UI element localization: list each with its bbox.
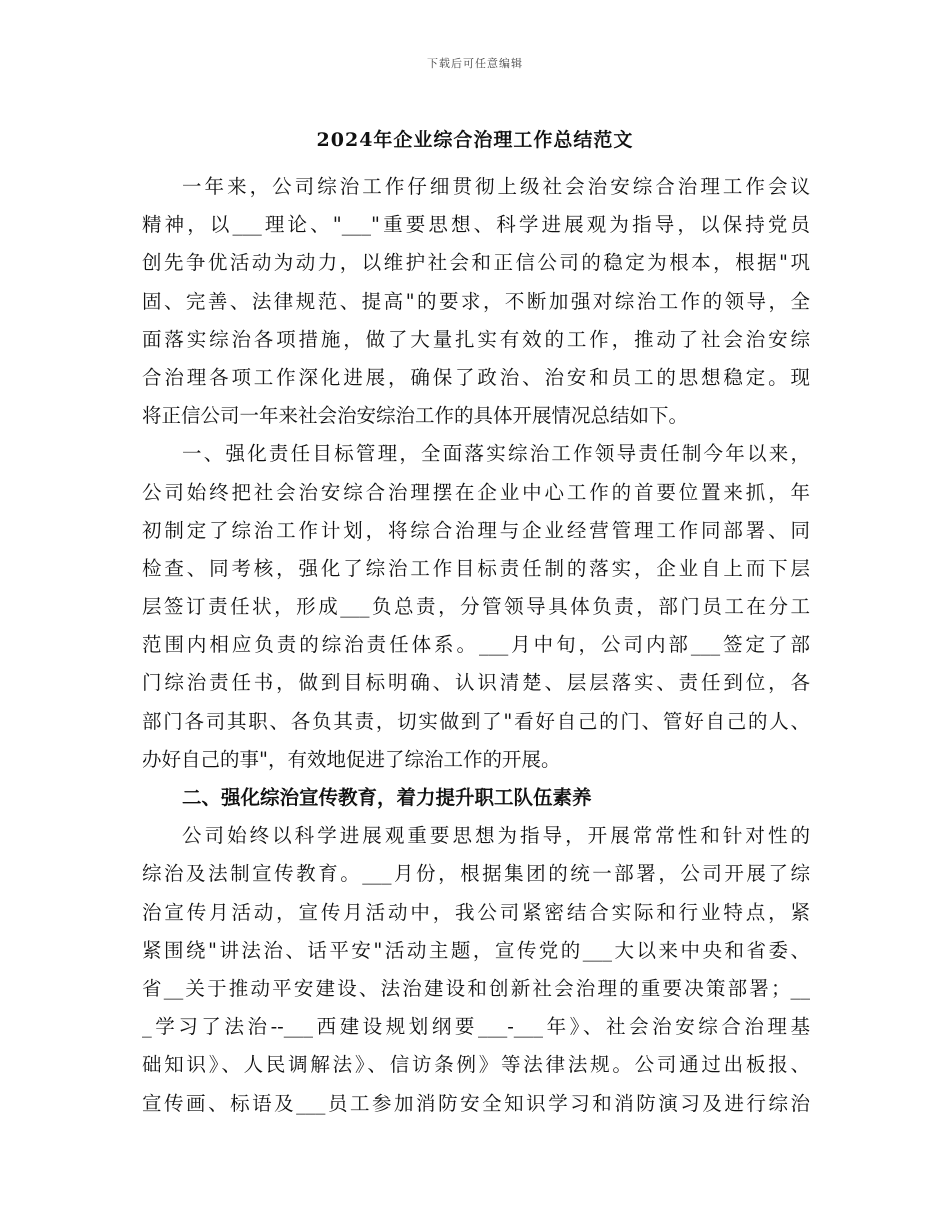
text-line: 合治理各项工作深化进展，确保了政治、治安和员工的思想稳定。现	[142, 365, 810, 389]
header-note: 下载后可任意编辑	[427, 57, 523, 70]
text-line: 门综治责任书，做到目标明确、认识清楚、层层落实、责任到位，各	[142, 671, 810, 695]
text-line: 精神，以___理论、"___"重要思想、科学进展观为指导，以保持党员	[142, 213, 810, 237]
text-line: 初制定了综治工作计划，将综合治理与企业经营管理工作同部署、同	[142, 518, 810, 542]
text-line: 公司始终以科学进展观重要思想为指导，开展常常性和针对性的	[182, 824, 810, 848]
text-line: 层签订责任状，形成___负总责，分管领导具体负责，部门员工在分工	[142, 595, 810, 619]
text-line: 将正信公司一年来社会治安综治工作的具体开展情况总结如下。	[142, 404, 689, 428]
text-line: 省__关于推动平安建设、法治建设和创新社会治理的重要决策部署；__	[142, 976, 810, 1000]
text-line: 检查、同考核，强化了综治工作目标责任制的落实，企业自上而下层	[142, 556, 810, 580]
section-heading: 二、强化综治宣传教育，着力提升职工队伍素养	[182, 786, 592, 809]
text-line: 综治及法制宣传教育。___月份，根据集团的统一部署，公司开展了综	[142, 862, 810, 886]
text-line: 创先争优活动为动力，以维护社会和正信公司的稳定为根本，根据"巩	[142, 251, 810, 275]
text-line: 一、强化责任目标管理，全面落实综治工作领导责任制今年以来，	[182, 442, 810, 466]
text-line: 紧围绕"讲法治、话平安"活动主题，宣传党的___大以来中央和省委、	[142, 938, 810, 962]
text-line: 办好自己的事"，有效地促进了综治工作的开展。	[142, 747, 561, 771]
text-line: 面落实综治各项措施，做了大量扎实有效的工作，推动了社会治安综	[142, 327, 810, 351]
text-line: 范围内相应负责的综治责任体系。___月中旬，公司内部___签定了部	[142, 633, 810, 657]
text-line: 础知识》、人民调解法》、信访条例》等法律法规。公司通过出板报、	[142, 1053, 810, 1077]
text-line: _学习了法治--___西建设规划纲要___-___年》、社会治安综合治理基	[142, 1015, 810, 1039]
text-line: 公司始终把社会治安综合治理摆在企业中心工作的首要位置来抓，年	[142, 480, 810, 504]
document-body	[142, 168, 810, 1123]
text-line: 一年来，公司综治工作仔细贯彻上级社会治安综合治理工作会议	[182, 175, 810, 198]
text-line: 宣传画、标语及___员工参加消防安全知识学习和消防演习及进行综治	[142, 1091, 810, 1115]
text-line: 治宣传月活动，宣传月活动中，我公司紧密结合实际和行业特点，紧	[142, 900, 810, 924]
document-title: 2024年企业综合治理工作总结范文	[316, 129, 634, 151]
text-line: 固、完善、法律规范、提高"的要求，不断加强对综治工作的领导，全	[142, 289, 810, 313]
text-line: 部门各司其职、各负其责，切实做到了"看好自己的门、管好自己的人、	[142, 709, 810, 733]
